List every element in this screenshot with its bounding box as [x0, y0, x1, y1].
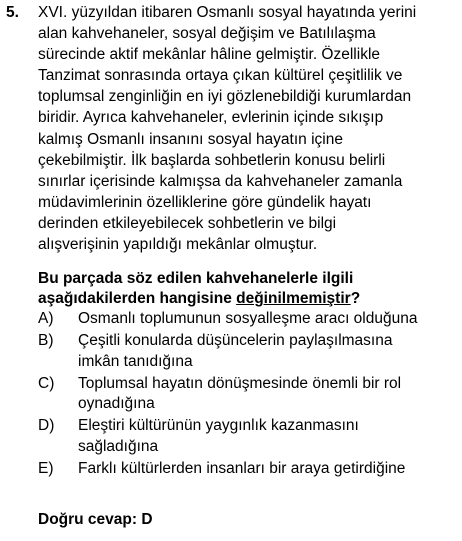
option-letter: B)	[38, 332, 54, 350]
option-text	[78, 309, 417, 330]
stem-prefix: aşağıdakilerden hangisine	[38, 290, 237, 308]
option-letter: C)	[38, 374, 55, 392]
question-passage	[38, 2, 458, 255]
passage-line: kalmış Osmanlı insanını sosyal hayatın içine	[38, 130, 343, 148]
option-letter: A)	[38, 310, 54, 328]
passage-line: alan kahvehaneler, sosyal değişim ve Batılılaşma	[38, 25, 376, 43]
option-c[interactable]	[38, 374, 458, 415]
passage-line: sürecinde aktif mekânlar hâline gelmiştir. Özellikle	[38, 46, 381, 64]
option-text-line: Eleştiri kültürünün yaygınlık kazanmasını	[78, 417, 359, 435]
question-stem	[38, 269, 458, 309]
option-text-line: Toplumsal hayatın dönüşmesinde önemli bir rol	[78, 374, 402, 392]
option-text	[78, 374, 401, 415]
option-text	[78, 331, 392, 372]
passage-line: müdavimlerinin özelliklerine göre gündelik hayatı	[38, 193, 372, 211]
option-text-line: Osmanlı toplumunun sosyalleşme aracı olduğuna	[78, 310, 418, 328]
passage-line: derinden etkileyebilecek sohbetlerin ve bilgi	[38, 214, 337, 232]
option-b[interactable]	[38, 331, 458, 372]
option-text-line: Farklı kültürlerden insanları bir araya getirdiğine	[78, 459, 406, 477]
option-text-line: sağladığına	[78, 437, 159, 455]
stem-line	[38, 289, 458, 309]
answer-options	[38, 309, 458, 479]
option-text-line: oynadığına	[78, 395, 155, 413]
question-number: 5.	[6, 4, 19, 21]
option-text-line: imkân tanıdığına	[78, 352, 193, 370]
passage-line: sınırlar içerisinde kalmışsa da kahvehaneler zamanla	[38, 172, 403, 190]
option-letter: E)	[38, 459, 54, 477]
option-d[interactable]	[38, 416, 458, 457]
option-text	[78, 459, 405, 480]
option-letter: D)	[38, 417, 55, 435]
stem-line: Bu parçada söz edilen kahvehanelerle ilgili	[38, 270, 354, 288]
stem-negation-underlined: değinilmemiştir	[236, 290, 351, 308]
option-text-line: Çeşitli konularda düşüncelerin paylaşılmasına	[78, 332, 393, 350]
passage-line: biridir. Ayrıca kahvehaneler, evlerinin içinde sıkışıp	[38, 109, 384, 127]
passage-line: çekebilmiştir. İlk başlarda sohbetlerin konusu belirli	[38, 151, 386, 169]
passage-line: toplumsal zenginliğin en iyi gözlenebildiği kurumlardan	[38, 88, 412, 106]
passage-line: Tanzimat sonrasında ortaya çıkan kültürel çeşitlilik ve	[38, 67, 403, 85]
option-e[interactable]	[38, 459, 458, 480]
passage-line: XVI. yüzyıldan itibaren Osmanlı sosyal hayatında yerini	[38, 4, 417, 21]
stem-suffix: ?	[350, 290, 361, 308]
option-a[interactable]	[38, 309, 458, 330]
correct-answer: Doğru cevap: D	[38, 511, 153, 528]
question-block	[6, 2, 458, 481]
passage-line: alışverişinin yapıldığı mekânlar olmuştur.	[38, 236, 318, 254]
option-text	[78, 416, 359, 457]
